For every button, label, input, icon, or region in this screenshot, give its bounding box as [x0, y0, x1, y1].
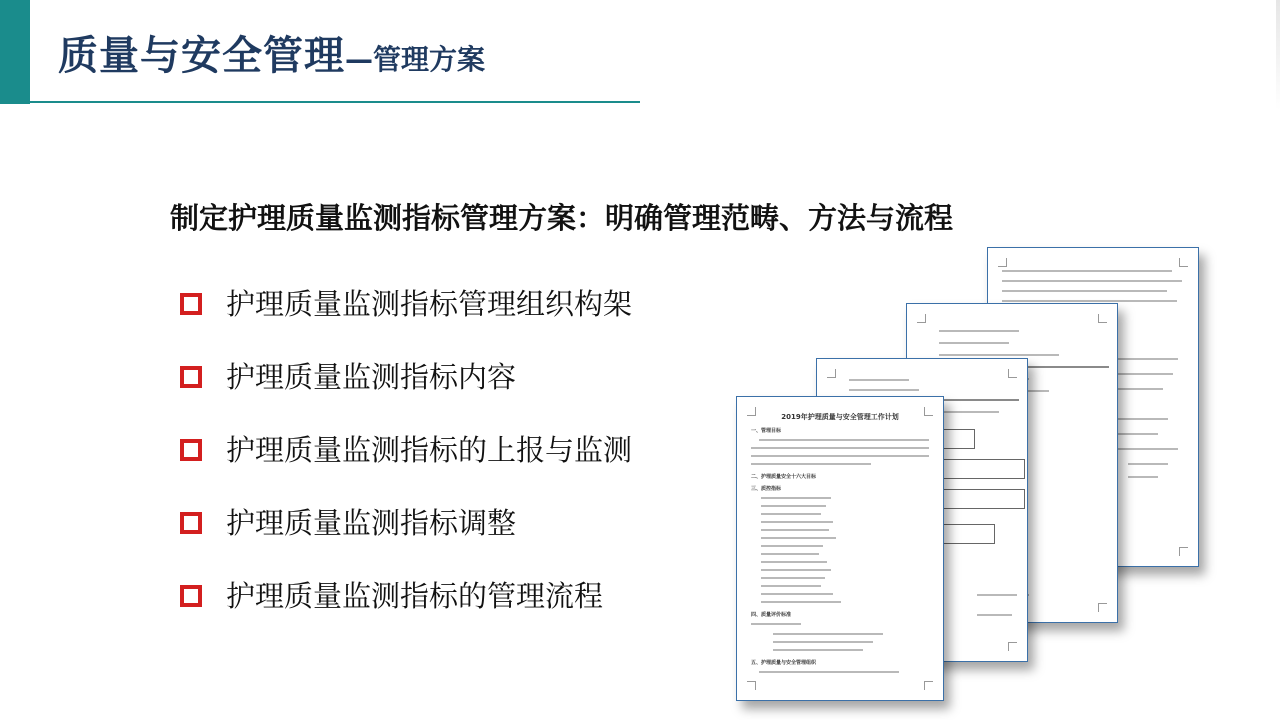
list-item-label: 护理质量监测指标的上报与监测 [226, 433, 633, 467]
square-bullet-icon [180, 366, 202, 388]
page-corner-mark [917, 314, 926, 323]
page-corner-mark [998, 258, 1007, 267]
list-item [180, 282, 632, 355]
page-corner-mark [1098, 314, 1107, 323]
document-heading: 二、护理质量安全十六大目标 [751, 474, 817, 480]
list-item [180, 574, 632, 647]
square-bullet-icon [180, 512, 202, 534]
page-title-main: 质量与安全管理 [58, 33, 345, 79]
square-bullet-icon [180, 293, 202, 315]
document-heading: 三、质控指标 [751, 486, 782, 492]
page-corner-mark [1008, 642, 1017, 651]
list-item-label: 护理质量监测指标调整 [226, 506, 517, 540]
document-page-front [736, 396, 944, 701]
page-corner-mark [1179, 258, 1188, 267]
list-item [180, 501, 632, 574]
page-corner-mark [1179, 547, 1188, 556]
page-corner-mark [1008, 369, 1017, 378]
list-item-label: 护理质量监测指标的管理流程 [226, 579, 604, 613]
section-headline: 制定护理质量监测指标管理方案：明确管理范畴、方法与流程 [170, 201, 954, 235]
document-heading: 四、质量评价标准 [751, 612, 792, 618]
list-item-label: 护理质量监测指标管理组织构架 [226, 287, 633, 321]
list-item-label: 护理质量监测指标内容 [226, 360, 517, 394]
bullet-list [180, 282, 632, 647]
square-bullet-icon [180, 585, 202, 607]
header-accent-bar [0, 0, 30, 104]
right-edge-strip [1276, 0, 1280, 110]
page-title-sub: —管理方案 [345, 43, 486, 76]
page-corner-mark [747, 681, 756, 690]
page-corner-mark [1098, 603, 1107, 612]
list-item [180, 428, 632, 501]
document-heading: 一、管理目标 [751, 428, 782, 434]
document-heading: 五、护理质量与安全管理组织 [751, 660, 817, 666]
title-underline [30, 101, 640, 103]
square-bullet-icon [180, 439, 202, 461]
document-title: 2019年护理质量与安全管理工作计划 [781, 413, 899, 421]
list-item [180, 355, 632, 428]
page-corner-mark [827, 369, 836, 378]
page-title [58, 24, 485, 80]
page-corner-mark [924, 681, 933, 690]
